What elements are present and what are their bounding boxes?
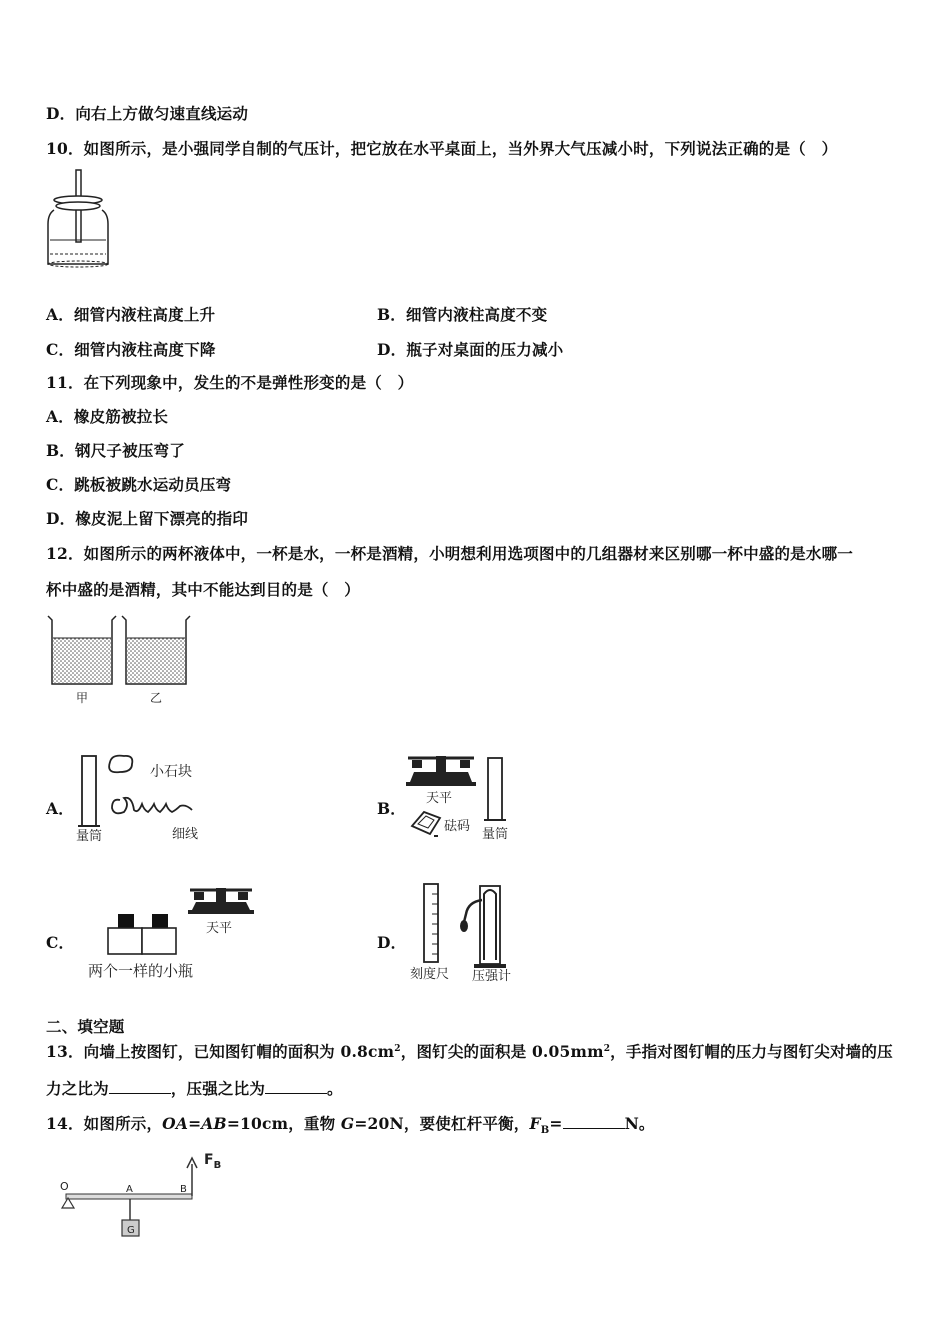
weights-box-icon [412, 812, 440, 836]
q10-option-b: B．细管内液柱高度不变 [377, 305, 548, 324]
q12-option-c-letter: C． [46, 933, 75, 952]
q13-line2-b: ，压强之比为 [170, 1079, 266, 1098]
q13-line1-c: ，手指对图钉帽的压力与图钉尖对墙的压 [610, 1042, 893, 1061]
q11-option-c: C．跳板被跳水运动员压弯 [46, 475, 232, 494]
cylinder-label-a: 量筒 [76, 829, 103, 844]
q13-sup2: 2 [603, 1043, 611, 1054]
beaker-yi [122, 616, 190, 705]
q12-option-d-letter: D． [377, 933, 407, 952]
label-g: G [127, 1225, 135, 1236]
label-a: A [126, 1184, 133, 1195]
thread-label: 细线 [172, 827, 199, 842]
q12-option-a-letter: A． [46, 799, 74, 818]
q12-option-b-letter: B． [377, 799, 407, 818]
q13-blank-force-ratio[interactable] [109, 1079, 171, 1094]
ruler-label: 刻度尺 [410, 967, 450, 982]
gauge-label: 压强计 [472, 969, 512, 984]
q14-f-sub: B [540, 1125, 550, 1137]
beaker-jia [48, 616, 116, 705]
thread-icon [112, 798, 192, 814]
ruler-icon [424, 884, 438, 962]
q14-eq2: = [549, 1114, 563, 1133]
pressure-gauge-icon [460, 886, 506, 968]
q13-line2 [46, 1077, 343, 1099]
q14-blank-fb[interactable] [563, 1114, 625, 1129]
bottle-icon [142, 914, 176, 954]
q14-weight: =20N，要使杠杆平衡， [354, 1114, 530, 1133]
q13-blank-pressure-ratio[interactable] [265, 1079, 327, 1094]
stone-icon [109, 756, 132, 773]
beaker-label-yi: 乙 [150, 691, 163, 705]
q14-len: =10cm，重物 [226, 1114, 341, 1133]
option-b-figure [404, 752, 534, 844]
q11-option-d: D．橡皮泥上留下漂亮的指印 [46, 509, 249, 528]
q14-g: G [340, 1114, 355, 1133]
q12-stem-line2: 杯中盛的是酒精，其中不能达到目的是（ ） [46, 580, 361, 599]
stone-label: 小石块 [150, 764, 192, 780]
q9-option-d: D．向右上方做匀速直线运动 [46, 104, 249, 123]
bottles-label: 两个一样的小瓶 [88, 962, 194, 980]
balance-label-c: 天平 [206, 921, 233, 936]
balance-label-b: 天平 [426, 791, 453, 806]
q11-stem: 11．在下列现象中，发生的不是弹性形变的是（ ） [46, 373, 414, 392]
balance-icon [406, 756, 476, 786]
q13-line2-c: 。 [327, 1079, 343, 1098]
lever-figure [56, 1148, 236, 1244]
q13-line1-a: 13．向墙上按图钉，已知图钉帽的面积为 0.8cm [46, 1042, 395, 1061]
barometer-figure [44, 168, 114, 272]
q14-ab: AB [201, 1114, 227, 1133]
q10-stem: 10．如图所示，是小强同学自制的气压计，把它放在水平桌面上，当外界大气压减小时，下列说法正确的是（ ） [46, 139, 838, 158]
q10-option-d: D．瓶子对桌面的压力减小 [377, 340, 564, 359]
label-o: O [60, 1180, 69, 1193]
q14-unit: N。 [624, 1114, 655, 1133]
beaker-label-jia: 甲 [76, 691, 89, 705]
beakers-figure [44, 612, 194, 708]
balance-icon [188, 888, 254, 914]
cylinder-label-b: 量筒 [482, 827, 509, 842]
q11-option-a: A．橡皮筋被拉长 [46, 407, 169, 426]
q14-eq1: = [188, 1114, 202, 1133]
weights-label: 砝码 [444, 819, 471, 834]
label-b: B [180, 1184, 187, 1195]
q12-stem-line1: 12．如图所示的两杯液体中，一杯是水，一杯是酒精，小明想利用选项图中的几组器材来区别哪一杯中盛的是水哪一 [46, 544, 853, 563]
measuring-cylinder-icon [78, 756, 100, 826]
q13-sup1: 2 [394, 1043, 401, 1054]
q14-stem [46, 1112, 655, 1136]
option-c-figure [86, 884, 256, 984]
q14-prefix: 14．如图所示， [46, 1114, 163, 1133]
option-a-figure [76, 752, 216, 844]
q14-oa: OA [162, 1114, 189, 1133]
q13-line1 [46, 1040, 893, 1062]
q10-option-a: A．细管内液柱高度上升 [46, 305, 216, 324]
bottle-icon [108, 914, 142, 954]
section-title: 二、填空题 [46, 1017, 125, 1036]
label-f: F [204, 1152, 214, 1168]
q11-option-b: B．钢尺子被压弯了 [46, 441, 185, 460]
q13-line2-a: 力之比为 [46, 1079, 109, 1098]
label-f-sub: B [213, 1160, 222, 1171]
q14-f: F [529, 1114, 541, 1133]
q10-option-c: C．细管内液柱高度下降 [46, 340, 216, 359]
measuring-cylinder-icon [484, 758, 506, 820]
q13-line1-b: ，图钉尖的面积是 0.05mm [400, 1042, 604, 1061]
option-d-figure [406, 880, 536, 986]
label-fb [204, 1152, 221, 1171]
